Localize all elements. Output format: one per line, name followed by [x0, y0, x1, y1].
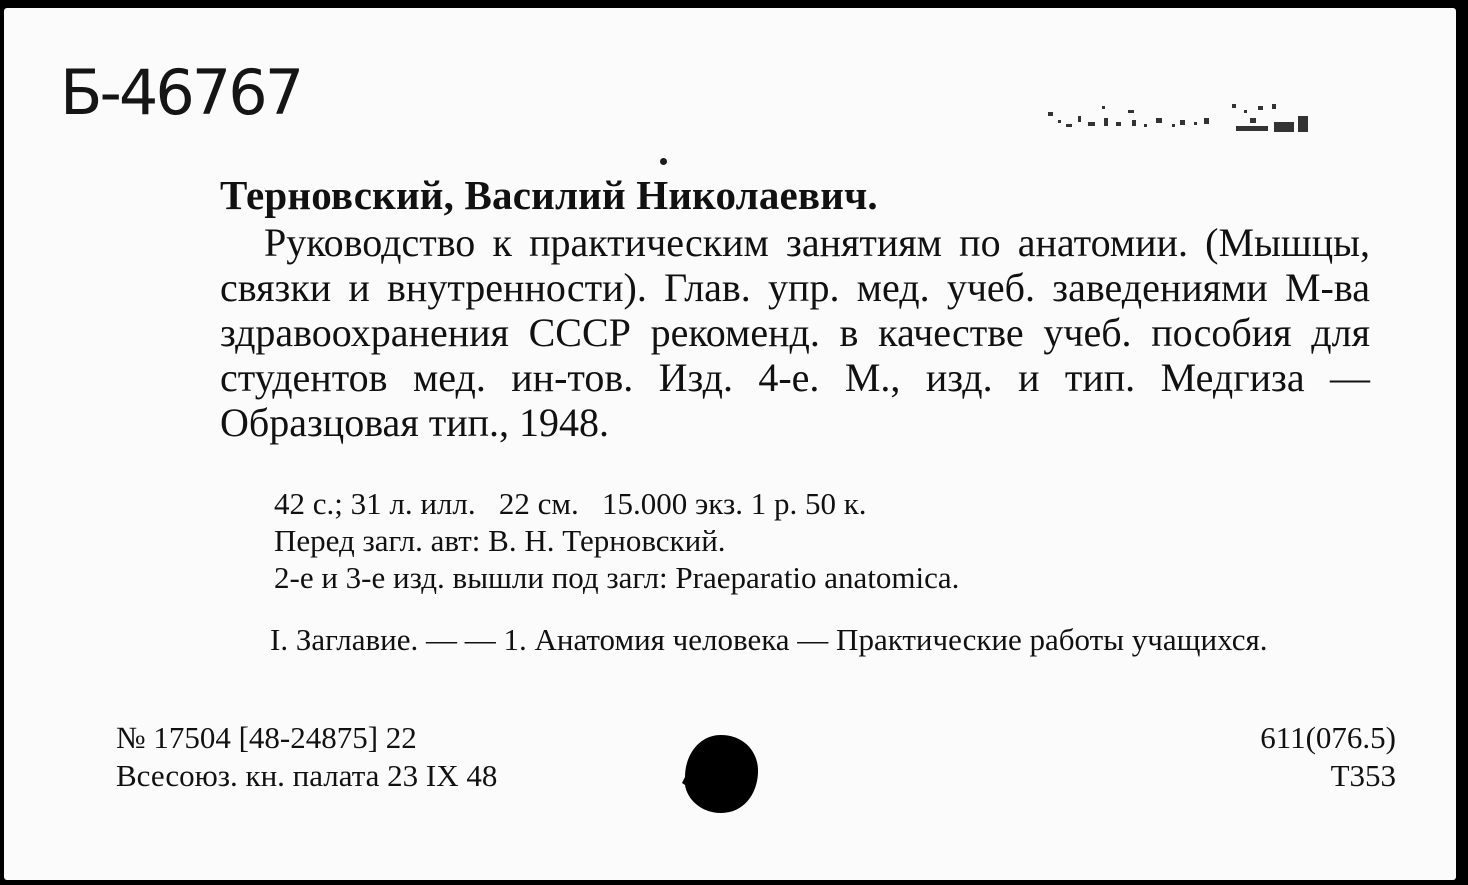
tracings	[220, 621, 1392, 659]
punch-hole	[681, 733, 761, 815]
library-stamp	[1044, 100, 1314, 145]
ink-dot	[660, 158, 667, 165]
udc-code: 611(076.5)	[1260, 720, 1396, 755]
book-chamber-date: Всесоюз. кн. палата 23 IX 48	[116, 758, 498, 793]
catalog-card	[4, 8, 1456, 880]
tracings-text: I. Заглавие. — — 1. Анатомия человека — Практические работы учащихся.	[270, 622, 1268, 657]
title-text: Руководство к практическим занятиям по анатомии. (Мышцы, связки и внутренности). Глав. упр. мед. учеб. заведениями М-ва здравоохранения СССР рекоменд. в качестве учеб. пособия для студентов мед. ин-тов. Изд. 4-е. М., изд. и тип. Медгиза — Образцовая тип., 1948.	[220, 220, 1370, 445]
collation-line: 42 с.; 31 л. илл. 22 см. 15.000 экз. 1 р. 50 к.	[274, 486, 867, 521]
cutter-number: Т353	[1330, 758, 1396, 793]
call-number: Б-46767	[60, 56, 302, 129]
editions-note: 2-е и 3-е изд. вышли под загл: Praeparatio anatomica.	[274, 560, 960, 595]
collation-block	[274, 485, 1274, 596]
author-note: Перед загл. авт: В. Н. Терновский.	[274, 523, 726, 558]
title-paragraph	[220, 220, 1370, 445]
author-heading: Терновский, Василий Николаевич.	[220, 172, 878, 218]
record-number: № 17504 [48-24875] 22	[116, 720, 417, 755]
